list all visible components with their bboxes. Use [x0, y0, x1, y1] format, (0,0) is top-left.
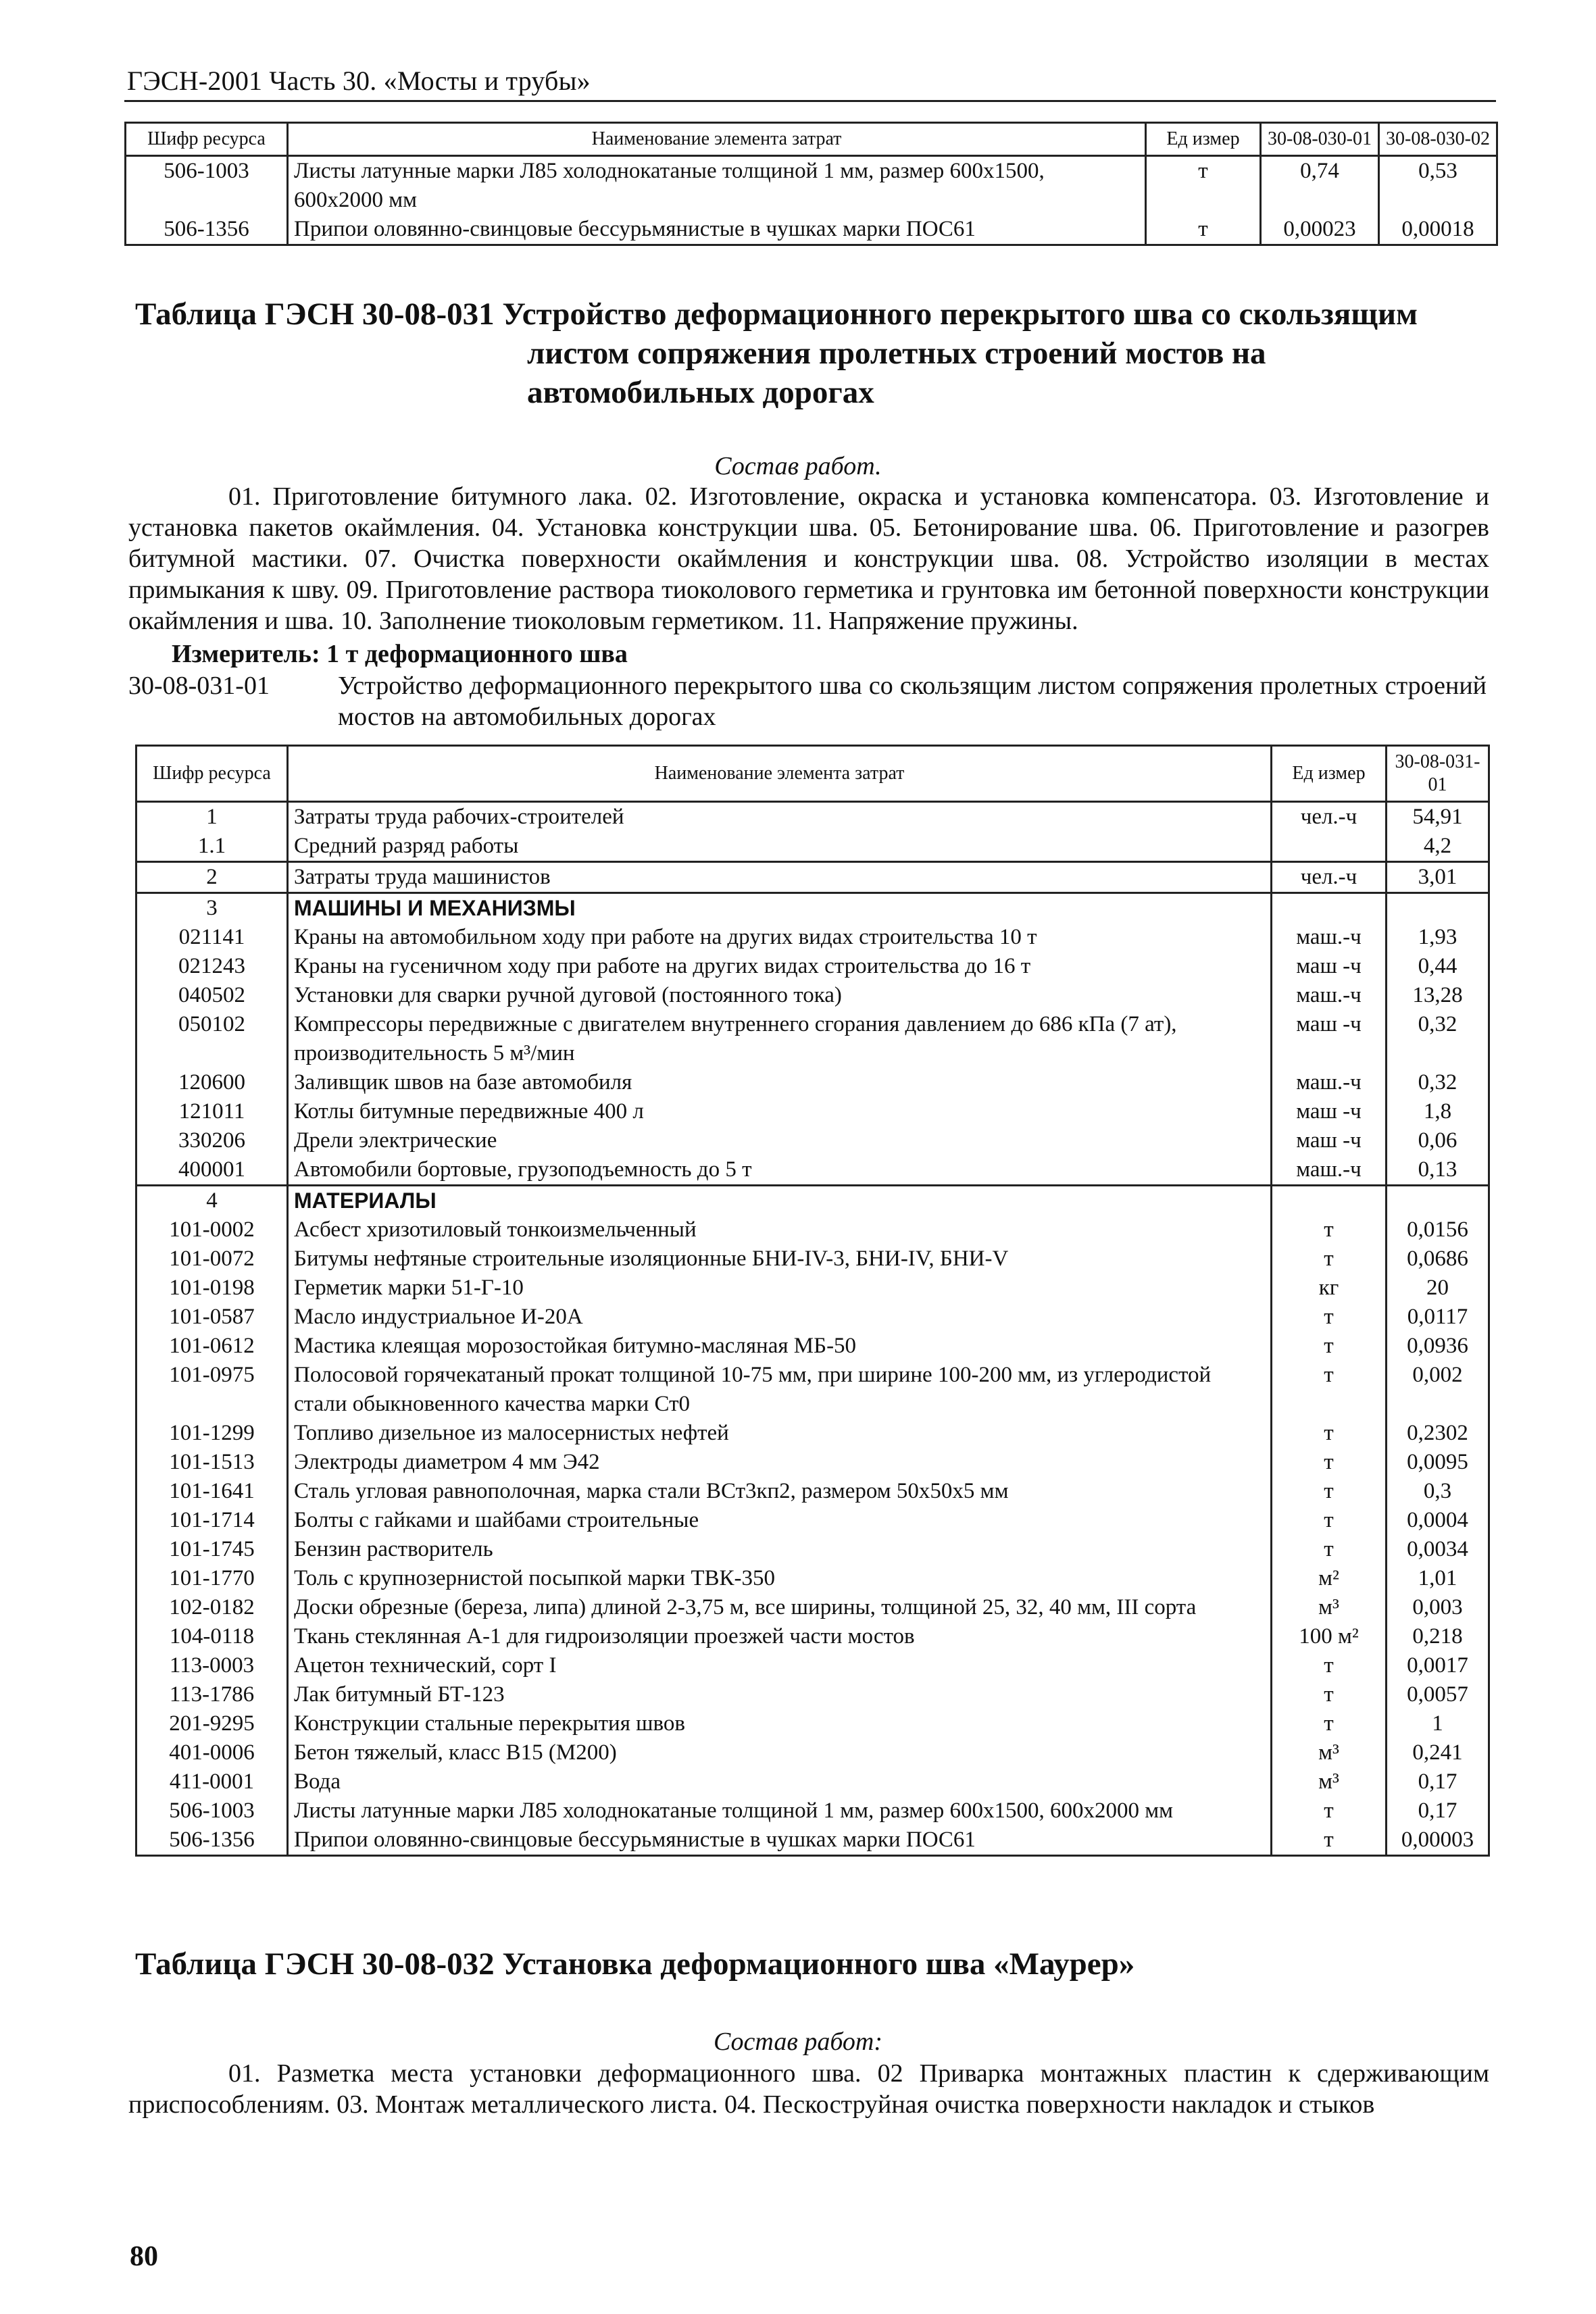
cell-code: 101-1770 — [136, 1564, 288, 1593]
cell-name: Компрессоры передвижные с двигателем внутреннего сгорания давлением до 686 кПа (7 ат), производительность 5 м³/мин — [288, 1010, 1272, 1068]
cell-unit: т — [1272, 1535, 1387, 1564]
cell-code: 401-0006 — [136, 1738, 288, 1767]
table-row — [136, 893, 1489, 924]
resource-table-continued — [124, 122, 1498, 246]
cell-v1: 1,01 — [1387, 1564, 1489, 1593]
cell-name: Затраты труда машинистов — [288, 862, 1272, 893]
composition-text-032: 01. Разметка места установки деформационного шва. 02 Приварка монтажных пластин к сдерживающим приспособлениям. 03. Монтаж металлического листа. 04. Пескоструйная очистка поверхности накладок и стыков — [128, 2059, 1489, 2119]
cell-unit: т — [1272, 1506, 1387, 1535]
cell-unit: кг — [1272, 1274, 1387, 1303]
cell-name: Припои оловянно-свинцовые бессурьмянистые в чушках марки ПОС61 — [288, 215, 1146, 245]
cell-name: Битумы нефтяные строительные изоляционные БНИ-IV-3, БНИ-IV, БНИ-V — [288, 1244, 1272, 1274]
cell-unit: маш.-ч — [1272, 923, 1387, 952]
cell-code: 040502 — [136, 981, 288, 1010]
cell-name: Автомобили бортовые, грузоподъемность до 5 т — [288, 1155, 1272, 1186]
cell-code: 2 — [136, 862, 288, 893]
column-header-code: Шифр ресурса — [126, 123, 288, 156]
running-header: ГЭСН-2001 Часть 30. «Мосты и трубы» — [127, 66, 591, 96]
cell-name: Затраты труда рабочих-строителей — [288, 802, 1272, 832]
cell-code: 506-1356 — [136, 1826, 288, 1856]
cell-v1: 0,0156 — [1387, 1215, 1489, 1244]
cell-v1: 0,17 — [1387, 1767, 1489, 1796]
table-row — [126, 215, 1497, 245]
cell-v1: 0,003 — [1387, 1593, 1489, 1622]
cell-v1: 0,218 — [1387, 1622, 1489, 1651]
cell-code: 021141 — [136, 923, 288, 952]
cell-code: 101-0002 — [136, 1215, 288, 1244]
table-row — [136, 862, 1489, 893]
cell-code: 101-0587 — [136, 1303, 288, 1332]
cell-name: Вода — [288, 1767, 1272, 1796]
measure-unit: Измеритель: 1 т деформационного шва — [172, 640, 628, 668]
column-header-value-1: 30-08-030-01 — [1261, 123, 1379, 156]
table-title-031 — [135, 295, 1493, 412]
cell-name: Краны на автомобильном ходу при работе на других видах строительства 10 т — [288, 923, 1272, 952]
cell-name: МАШИНЫ И МЕХАНИЗМЫ — [288, 893, 1272, 924]
table-row — [136, 1738, 1489, 1767]
cell-unit: т — [1272, 1448, 1387, 1477]
cell-code: 102-0182 — [136, 1593, 288, 1622]
cell-unit — [1272, 893, 1387, 924]
cell-name: Средний разряд работы — [288, 832, 1272, 862]
cell-code: 101-0072 — [136, 1244, 288, 1274]
cell-unit: т — [1146, 156, 1261, 216]
cell-v1: 0,00023 — [1261, 215, 1379, 245]
cell-code: 120600 — [136, 1068, 288, 1097]
cell-name: Масло индустриальное И-20А — [288, 1303, 1272, 1332]
cell-name: Листы латунные марки Л85 холоднокатаные толщиной 1 мм, размер 600х1500, 600х2000 мм — [288, 1796, 1272, 1826]
table-row — [136, 1332, 1489, 1361]
norm-description: Устройство деформационного перекрытого шва со скользящим листом сопряжения пролетных строений мостов на автомобильных дорогах — [338, 672, 1487, 731]
header-rule — [124, 100, 1496, 102]
cell-name: Листы латунные марки Л85 холоднокатаные толщиной 1 мм, размер 600х1500, 600х2000 мм — [288, 156, 1146, 216]
cell-code: 104-0118 — [136, 1622, 288, 1651]
cell-code: 113-1786 — [136, 1680, 288, 1709]
cell-name: Болты с гайками и шайбами строительные — [288, 1506, 1272, 1535]
table-header-row — [136, 746, 1489, 802]
cell-v1 — [1387, 893, 1489, 924]
cell-v1: 3,01 — [1387, 862, 1489, 893]
table-row — [136, 1767, 1489, 1796]
cell-name: Асбест хризотиловый тонкоизмельченный — [288, 1215, 1272, 1244]
cell-unit: маш -ч — [1272, 1126, 1387, 1155]
column-header-value: 30-08-031-01 — [1387, 746, 1489, 802]
cell-unit: чел.-ч — [1272, 802, 1387, 832]
cell-unit: т — [1272, 1680, 1387, 1709]
cell-unit: т — [1272, 1651, 1387, 1680]
cell-unit: т — [1272, 1826, 1387, 1856]
cell-unit: т — [1272, 1303, 1387, 1332]
cell-v1: 0,0686 — [1387, 1244, 1489, 1274]
cell-v1: 0,44 — [1387, 952, 1489, 981]
cell-code: 050102 — [136, 1010, 288, 1068]
cell-name: Лак битумный БТ-123 — [288, 1680, 1272, 1709]
composition-heading-032: Состав работ: — [713, 2028, 883, 2056]
cell-name: Бетон тяжелый, класс В15 (М200) — [288, 1738, 1272, 1767]
table-row — [136, 1155, 1489, 1186]
cell-unit: маш.-ч — [1272, 1068, 1387, 1097]
cell-unit: т — [1272, 1477, 1387, 1506]
column-header-unit: Ед измер — [1272, 746, 1387, 802]
table-row — [136, 1419, 1489, 1448]
cell-v1: 4,2 — [1387, 832, 1489, 862]
cell-code: 101-0975 — [136, 1361, 288, 1419]
cell-name: Электроды диаметром 4 мм Э42 — [288, 1448, 1272, 1477]
cell-unit: м³ — [1272, 1738, 1387, 1767]
cell-v1: 0,0034 — [1387, 1535, 1489, 1564]
cell-name: Полосовой горячекатаный прокат толщиной 10-75 мм, при ширине 100-200 мм, из углеродистой стали обыкновенного качества марки Ст0 — [288, 1361, 1272, 1419]
cell-v1 — [1387, 1186, 1489, 1216]
table-row — [136, 1215, 1489, 1244]
cell-code: 101-0198 — [136, 1274, 288, 1303]
table-header-row — [126, 123, 1497, 156]
cell-unit: маш -ч — [1272, 952, 1387, 981]
cell-v1: 0,0057 — [1387, 1680, 1489, 1709]
cell-code: 506-1003 — [136, 1796, 288, 1826]
cell-v1: 0,32 — [1387, 1010, 1489, 1068]
cell-v1: 0,0936 — [1387, 1332, 1489, 1361]
cell-unit: т — [1272, 1709, 1387, 1738]
cell-code: 400001 — [136, 1155, 288, 1186]
cell-v1: 0,0095 — [1387, 1448, 1489, 1477]
cell-code: 506-1356 — [126, 215, 288, 245]
table-row — [136, 1361, 1489, 1419]
table-title-032: Таблица ГЭСН 30-08-032 Установка деформационного шва «Маурер» — [135, 1946, 1135, 1982]
cell-code: 101-1714 — [136, 1506, 288, 1535]
column-header-code: Шифр ресурса — [136, 746, 288, 802]
cell-unit: маш.-ч — [1272, 1155, 1387, 1186]
norm-code-line — [128, 670, 1487, 732]
cell-unit — [1272, 1186, 1387, 1216]
table-row — [136, 923, 1489, 952]
table-row — [136, 1010, 1489, 1068]
cell-code: 330206 — [136, 1126, 288, 1155]
cell-v1: 13,28 — [1387, 981, 1489, 1010]
cell-name: Припои оловянно-свинцовые бессурьмянистые в чушках марки ПОС61 — [288, 1826, 1272, 1856]
cell-unit: маш -ч — [1272, 1010, 1387, 1068]
column-header-value-2: 30-08-030-02 — [1379, 123, 1497, 156]
cell-unit: т — [1272, 1419, 1387, 1448]
cell-unit: маш.-ч — [1272, 981, 1387, 1010]
cell-code: 3 — [136, 893, 288, 924]
cell-name: Конструкции стальные перекрытия швов — [288, 1709, 1272, 1738]
cell-v1: 1,8 — [1387, 1097, 1489, 1126]
table-row — [136, 1709, 1489, 1738]
cell-code: 021243 — [136, 952, 288, 981]
cell-v1: 0,0004 — [1387, 1506, 1489, 1535]
cell-name: МАТЕРИАЛЫ — [288, 1186, 1272, 1216]
table-row — [136, 832, 1489, 862]
cell-name: Бензин растворитель — [288, 1535, 1272, 1564]
cell-name: Толь с крупнозернистой посыпкой марки ТВК-350 — [288, 1564, 1272, 1593]
cell-name: Мастика клеящая морозостойкая битумно-масляная МБ-50 — [288, 1332, 1272, 1361]
page-number: 80 — [130, 2241, 158, 2272]
cell-v1: 54,91 — [1387, 802, 1489, 832]
cell-v1: 0,13 — [1387, 1155, 1489, 1186]
cell-name: Дрели электрические — [288, 1126, 1272, 1155]
cell-unit: чел.-ч — [1272, 862, 1387, 893]
table-row — [136, 1680, 1489, 1709]
cell-v2: 0,53 — [1379, 156, 1497, 216]
table-title-line: Таблица ГЭСН 30-08-031 Устройство деформационного перекрытого шва со скользящим — [135, 297, 1418, 332]
norm-code: 30-08-031-01 — [128, 672, 270, 700]
table-row — [136, 1126, 1489, 1155]
cell-code: 1.1 — [136, 832, 288, 862]
table-row — [136, 1651, 1489, 1680]
table-row — [136, 802, 1489, 832]
cell-name: Ацетон технический, сорт I — [288, 1651, 1272, 1680]
cell-v1: 0,17 — [1387, 1796, 1489, 1826]
cell-unit: маш -ч — [1272, 1097, 1387, 1126]
cell-v1: 0,0017 — [1387, 1651, 1489, 1680]
cell-code: 113-0003 — [136, 1651, 288, 1680]
composition-heading: Состав работ. — [714, 452, 882, 480]
table-row — [136, 1593, 1489, 1622]
cell-unit: т — [1272, 1332, 1387, 1361]
table-row — [136, 1244, 1489, 1274]
cell-code: 101-1513 — [136, 1448, 288, 1477]
resource-table-031 — [135, 745, 1490, 1857]
composition-text: 01. Приготовление битумного лака. 02. Изготовление, окраска и установка компенсатора. 03. Изготовление и установка пакетов окаймления. 04. Установка конструкции шва. 05. Бетонирование шва. 06. Приготовление и разогрев битумной мастики. 07. Очистка поверхности окаймления и конструкции шва. 08. Устройство изоляции в местах примыкания к шву. 09. Приготовление раствора тиоколового герметика и грунтовка им бетонной поверхности конструкции окаймления и шва. 10. Заполнение тиоколовым герметиком. 11. Напряжение пружины. — [128, 482, 1489, 635]
cell-name: Топливо дизельное из малосернистых нефтей — [288, 1419, 1272, 1448]
cell-unit: м² — [1272, 1564, 1387, 1593]
table-row — [136, 1448, 1489, 1477]
cell-unit: т — [1272, 1215, 1387, 1244]
cell-unit: т — [1272, 1244, 1387, 1274]
cell-v1: 20 — [1387, 1274, 1489, 1303]
cell-name: Установки для сварки ручной дуговой (постоянного тока) — [288, 981, 1272, 1010]
table-row — [136, 1274, 1489, 1303]
cell-code: 1 — [136, 802, 288, 832]
cell-unit: т — [1272, 1796, 1387, 1826]
table-row — [136, 1303, 1489, 1332]
cell-code: 4 — [136, 1186, 288, 1216]
cell-name: Ткань стеклянная А-1 для гидроизоляции проезжей части мостов — [288, 1622, 1272, 1651]
table-row — [136, 1796, 1489, 1826]
table-row — [126, 156, 1497, 216]
cell-v1: 1 — [1387, 1709, 1489, 1738]
cell-v1: 0,00003 — [1387, 1826, 1489, 1856]
cell-code: 101-1641 — [136, 1477, 288, 1506]
cell-name: Котлы битумные передвижные 400 л — [288, 1097, 1272, 1126]
table-row — [136, 1826, 1489, 1856]
cell-unit — [1272, 832, 1387, 862]
cell-code: 101-1299 — [136, 1419, 288, 1448]
cell-v1: 0,74 — [1261, 156, 1379, 216]
cell-v1: 0,06 — [1387, 1126, 1489, 1155]
table-row — [136, 952, 1489, 981]
table-row — [136, 1097, 1489, 1126]
cell-v1: 0,3 — [1387, 1477, 1489, 1506]
table-row — [136, 1622, 1489, 1651]
cell-unit: т — [1272, 1361, 1387, 1419]
cell-name: Доски обрезные (береза, липа) длиной 2-3,75 м, все ширины, толщиной 25, 32, 40 мм, III сорта — [288, 1593, 1272, 1622]
cell-unit: м³ — [1272, 1593, 1387, 1622]
cell-v2: 0,00018 — [1379, 215, 1497, 245]
column-header-name: Наименование элемента затрат — [288, 746, 1272, 802]
table-row — [136, 1068, 1489, 1097]
cell-code: 121011 — [136, 1097, 288, 1126]
cell-name: Сталь угловая равнополочная, марка стали ВСт3кп2, размером 50х50х5 мм — [288, 1477, 1272, 1506]
cell-name: Краны на гусеничном ходу при работе на других видах строительства до 16 т — [288, 952, 1272, 981]
cell-v1: 0,2302 — [1387, 1419, 1489, 1448]
table-row — [136, 1186, 1489, 1216]
cell-name: Герметик марки 51-Г-10 — [288, 1274, 1272, 1303]
cell-name: Заливщик швов на базе автомобиля — [288, 1068, 1272, 1097]
cell-unit: м³ — [1272, 1767, 1387, 1796]
table-row — [136, 1506, 1489, 1535]
cell-code: 101-0612 — [136, 1332, 288, 1361]
cell-v1: 0,002 — [1387, 1361, 1489, 1419]
cell-code: 506-1003 — [126, 156, 288, 216]
table-title-continuation: листом сопряжения пролетных строений мостов на автомобильных дорогах — [527, 336, 1266, 410]
column-header-name: Наименование элемента затрат — [288, 123, 1146, 156]
cell-code: 411-0001 — [136, 1767, 288, 1796]
cell-v1: 0,0117 — [1387, 1303, 1489, 1332]
cell-unit: 100 м² — [1272, 1622, 1387, 1651]
column-header-unit: Ед измер — [1146, 123, 1261, 156]
cell-unit: т — [1146, 215, 1261, 245]
table-row — [136, 981, 1489, 1010]
cell-v1: 0,241 — [1387, 1738, 1489, 1767]
cell-code: 101-1745 — [136, 1535, 288, 1564]
table-row — [136, 1564, 1489, 1593]
cell-code: 201-9295 — [136, 1709, 288, 1738]
cell-v1: 1,93 — [1387, 923, 1489, 952]
cell-v1: 0,32 — [1387, 1068, 1489, 1097]
table-row — [136, 1477, 1489, 1506]
table-row — [136, 1535, 1489, 1564]
